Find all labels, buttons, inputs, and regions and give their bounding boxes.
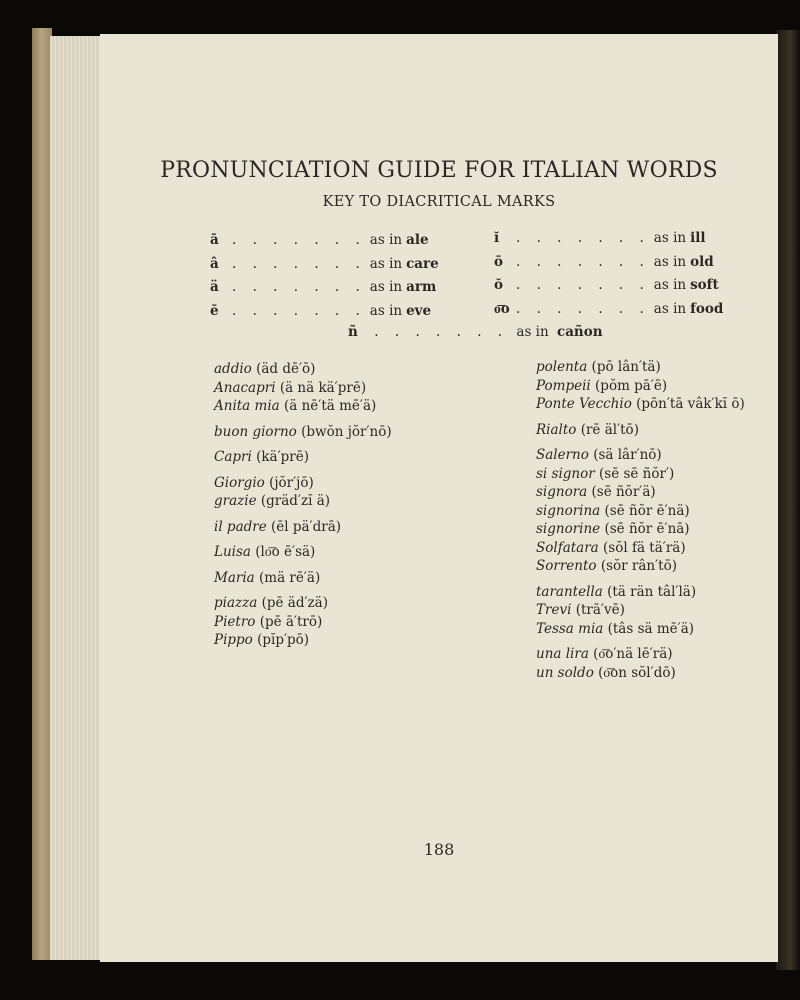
- key-as-in: as in: [653, 230, 687, 246]
- key-leader-dots: . . . . . . .: [516, 300, 650, 317]
- key-symbol: ō: [494, 253, 504, 270]
- pronunciation: (pē ā′trō): [259, 613, 323, 630]
- pronunciation: (sē ñŏr ē′nā): [604, 521, 690, 537]
- pronunciation: (sē sē ñŏr′): [599, 465, 675, 482]
- italian-word: Maria: [214, 569, 255, 586]
- pronunciation: (o͞o′nä lē′rä): [593, 646, 673, 662]
- entry-spacer: [214, 587, 392, 594]
- key-leader-dots: . . . . . . .: [232, 255, 366, 272]
- glossary-entry: [536, 358, 745, 377]
- glossary-entry: [536, 465, 745, 484]
- glossary-entry: [214, 492, 392, 511]
- pronunciation: (kä′prē): [256, 449, 310, 465]
- glossary-entry: [536, 620, 745, 639]
- glossary-entry: [536, 583, 745, 602]
- italian-word: Luisa: [214, 544, 251, 560]
- key-as-in: as in: [516, 324, 549, 340]
- entry-spacer: [214, 511, 392, 518]
- italian-word: Salerno: [536, 447, 589, 463]
- entry-spacer: [214, 536, 392, 543]
- pronunciation: (sē ñŏr′ä): [591, 484, 656, 500]
- glossary-entry: [536, 645, 745, 664]
- pronunciation: (rē äl′tō): [580, 421, 639, 438]
- italian-word: il padre: [214, 518, 267, 535]
- key-symbol: ā: [210, 232, 219, 248]
- entry-spacer: [214, 562, 392, 569]
- italian-word: Trevi: [536, 602, 572, 618]
- glossary-entry: [214, 360, 392, 379]
- key-leader-dots: . . . . . . .: [374, 324, 509, 340]
- key-symbol: ñ: [348, 324, 358, 340]
- italian-word: signorina: [536, 502, 601, 519]
- book-spine: [32, 28, 52, 960]
- pronunciation: (pŏm pā′ē): [595, 377, 668, 394]
- italian-word: signora: [536, 484, 588, 500]
- pronunciation: (bwŏn jŏr′nō): [301, 423, 392, 440]
- glossary-entry: [214, 569, 392, 588]
- key-symbol: o͞o: [494, 300, 510, 317]
- key-row: [494, 254, 714, 270]
- glossary-entry: [536, 502, 745, 521]
- key-example-word: old: [690, 253, 714, 270]
- key-as-in: as in: [369, 302, 403, 319]
- key-symbol: ŏ: [494, 277, 504, 293]
- key-as-in: as in: [653, 277, 687, 293]
- page-number: 188: [423, 840, 455, 859]
- pronunciation: (pōn′tā vâk′kĭ ō): [636, 396, 745, 412]
- key-symbol: ĭ: [494, 230, 500, 246]
- italian-word: si signor: [536, 465, 595, 482]
- pronunciation: (sä lâr′nō): [593, 447, 662, 463]
- pronunciation: (sē ñŏr ē′nä): [604, 502, 690, 519]
- italian-word: Anita mia: [214, 398, 280, 414]
- glossary-entry: [214, 518, 392, 537]
- glossary-entry: [214, 631, 392, 650]
- key-example-word: cañon: [556, 324, 603, 340]
- italian-word: Giorgio: [214, 474, 265, 491]
- key-row: [494, 301, 723, 317]
- key-as-in: as in: [369, 255, 403, 272]
- key-example-word: care: [406, 255, 439, 272]
- key-leader-dots: . . . . . . .: [232, 302, 366, 319]
- pronunciation: (o͞on sŏl′dō): [598, 664, 676, 681]
- italian-word: Pietro: [214, 613, 256, 630]
- italian-word: grazie: [214, 493, 257, 509]
- key-example-word: ill: [690, 230, 706, 246]
- italian-word: buon giorno: [214, 423, 297, 440]
- key-example-word: arm: [406, 279, 437, 295]
- key-as-in: as in: [369, 279, 403, 295]
- glossary-entry: [214, 543, 392, 562]
- glossary-entry: [536, 601, 745, 620]
- pronunciation: (tâs sä mē′ä): [607, 620, 695, 637]
- glossary-entry: [214, 423, 392, 442]
- pronunciation: (pē äd′zä): [261, 595, 328, 611]
- key-example-word: eve: [406, 302, 432, 319]
- italian-word: Solfatara: [536, 539, 599, 556]
- italian-word: tarantella: [536, 583, 603, 600]
- glossary-entry: [214, 594, 392, 613]
- key-leader-dots: . . . . . . .: [516, 230, 650, 246]
- glossary-entry: [536, 520, 745, 539]
- book-page: [100, 34, 778, 962]
- italian-word: polenta: [536, 359, 588, 375]
- pronunciation: (jŏr′jō): [269, 474, 314, 491]
- key-as-in: as in: [369, 232, 403, 248]
- glossary-entry: [536, 377, 745, 396]
- italian-word: un soldo: [536, 664, 594, 681]
- book-gutter: [776, 30, 800, 970]
- entry-spacer: [214, 467, 392, 474]
- glossary-entry: [214, 613, 392, 632]
- glossary-entry: [536, 421, 745, 440]
- key-row: [494, 277, 719, 293]
- glossary-entry: [214, 397, 392, 416]
- left-word-column: [214, 360, 392, 650]
- entry-spacer: [536, 439, 745, 446]
- page-title: PRONUNCIATION GUIDE FOR ITALIAN WORDS: [160, 158, 718, 183]
- key-symbol: ē: [210, 302, 219, 319]
- pronunciation: (äd dē′ō): [256, 361, 316, 377]
- key-row-center: [348, 324, 603, 340]
- key-symbol: ä: [210, 279, 219, 295]
- italian-word: addio: [214, 361, 252, 377]
- italian-word: signorine: [536, 521, 601, 537]
- pronunciation: (ēl pä′drā): [271, 518, 342, 535]
- italian-word: Pippo: [214, 632, 253, 648]
- glossary-entry: [536, 557, 745, 576]
- page-edges: [50, 36, 106, 960]
- key-leader-dots: . . . . . . .: [232, 279, 366, 295]
- glossary-entry: [536, 446, 745, 465]
- key-row: [210, 303, 431, 319]
- pronunciation: (tä rän tâl′lä): [607, 583, 697, 600]
- italian-word: Pompeii: [536, 377, 591, 394]
- key-row: [210, 256, 439, 272]
- italian-word: piazza: [214, 595, 258, 611]
- pronunciation: (ä nē′tä mē′ä): [284, 398, 377, 414]
- italian-word: Sorrento: [536, 558, 597, 574]
- key-symbol: â: [210, 255, 219, 272]
- glossary-entry: [214, 474, 392, 493]
- entry-spacer: [214, 416, 392, 423]
- pronunciation: (sŏr rân′tō): [600, 558, 677, 574]
- key-leader-dots: . . . . . . .: [232, 232, 366, 248]
- italian-word: una lira: [536, 646, 589, 662]
- key-as-in: as in: [653, 253, 687, 270]
- key-example-word: ale: [406, 232, 429, 248]
- entry-spacer: [536, 638, 745, 645]
- glossary-entry: [536, 483, 745, 502]
- pronunciation: (lo͞o ē′sä): [255, 544, 316, 560]
- key-row: [210, 232, 429, 248]
- entry-spacer: [536, 414, 745, 421]
- italian-word: Ponte Vecchio: [536, 396, 632, 412]
- pronunciation: (gräd′zĭ ä): [260, 493, 331, 509]
- pronunciation: (trā′vē): [575, 602, 625, 618]
- pronunciation: (pĭp′pō): [257, 632, 310, 648]
- key-row: [494, 230, 705, 246]
- right-word-column: [536, 358, 745, 682]
- glossary-entry: [536, 395, 745, 414]
- glossary-entry: [536, 539, 745, 558]
- key-as-in: as in: [653, 300, 687, 317]
- italian-word: Capri: [214, 449, 252, 465]
- key-leader-dots: . . . . . . .: [516, 253, 650, 270]
- pronunciation: (pō lân′tä): [591, 359, 661, 375]
- key-example-word: soft: [690, 277, 719, 293]
- italian-word: Rialto: [536, 421, 577, 438]
- italian-word: Anacapri: [214, 379, 276, 396]
- pronunciation: (mä rē′ä): [259, 569, 321, 586]
- glossary-entry: [214, 379, 392, 398]
- key-row: [210, 279, 436, 295]
- key-leader-dots: . . . . . . .: [516, 277, 650, 293]
- key-example-word: food: [690, 300, 724, 317]
- pronunciation: (ä nä kä′prē): [279, 379, 367, 396]
- italian-word: Tessa mia: [536, 620, 604, 637]
- glossary-entry: [536, 664, 745, 683]
- entry-spacer: [536, 576, 745, 583]
- glossary-entry: [214, 448, 392, 467]
- entry-spacer: [214, 441, 392, 448]
- page-subtitle: KEY TO DIACRITICAL MARKS: [322, 194, 556, 210]
- pronunciation: (sŏl fä tä′rä): [603, 539, 686, 556]
